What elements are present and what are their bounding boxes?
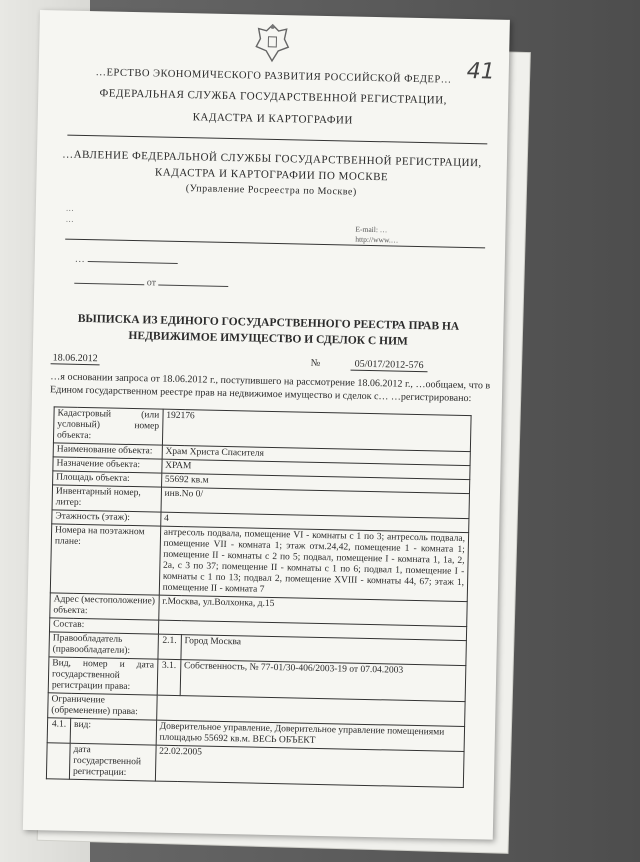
composition-label: Состав: bbox=[49, 618, 158, 634]
registration-label: Вид, номер и дата государственной регистрации права: bbox=[48, 657, 157, 695]
object-name-label: Наименование объекта: bbox=[53, 443, 162, 459]
right-holder-value: Город Москва bbox=[181, 635, 467, 666]
email-line-1: E-mail: … bbox=[355, 224, 388, 235]
inventory-number-value: инв.No 0/ bbox=[161, 487, 470, 518]
encumbrance-date-index bbox=[46, 743, 70, 779]
outgoing-date-line bbox=[74, 273, 229, 290]
inventory-number-label: Инвентарный номер, литер: bbox=[52, 485, 161, 512]
floors-label: Этажность (этаж): bbox=[52, 510, 161, 526]
floors-value: 4 bbox=[160, 512, 469, 532]
document-date-row bbox=[51, 352, 491, 372]
intro-paragraph: …я основании запроса от 18.06.2012 г., поступившего на рассмотрение 18.06.2012 г., …ообщаем, что в Едином государственном реестре прав на недвижимое имущество и сделок с… …регистрировано: bbox=[49, 371, 491, 405]
right-holder-label: Правообладатель (правообладатели): bbox=[49, 632, 158, 659]
page-number: 41 bbox=[466, 58, 496, 85]
object-area-value: 55692 кв.м bbox=[161, 473, 470, 493]
registration-value: Собственность, № 77-01/30-406/2003-19 от 07.04.2003 bbox=[180, 660, 466, 702]
contact-email bbox=[355, 225, 398, 246]
ministry-name: …ЕРСТВО ЭКОНОМИЧЕСКОГО РАЗВИТИЯ РОССИЙСКОЙ ФЕДЕР… bbox=[95, 67, 452, 86]
address-line-2: … bbox=[65, 214, 74, 224]
object-address-value: г.Москва, ул.Волхонка, д.15 bbox=[158, 595, 467, 626]
registration-index: 3.1. bbox=[157, 659, 181, 695]
email-line-2: http://www.… bbox=[355, 234, 399, 245]
header-divider bbox=[67, 135, 487, 145]
department-name-line2: КАДАСТРА И КАРТОГРАФИИ ПО МОСКВЕ bbox=[154, 166, 389, 184]
document-number: 05/017/2012-576 bbox=[351, 359, 428, 373]
property-info-table bbox=[46, 406, 472, 788]
document-page bbox=[23, 10, 510, 840]
coat-of-arms-icon bbox=[252, 20, 293, 65]
object-name-value: Храм Христа Спасителя bbox=[162, 445, 471, 465]
department-name-line1: …АВЛЕНИЕ ФЕДЕРАЛЬНОЙ СЛУЖБЫ ГОСУДАРСТВЕННОЙ РЕГИСТРАЦИИ, bbox=[62, 148, 482, 170]
object-purpose-label: Назначение объекта: bbox=[53, 457, 162, 473]
encumbrance-type-label: вид: bbox=[70, 718, 156, 745]
object-address-label: Адрес (местоположение) объекта: bbox=[50, 593, 159, 620]
agency-name-line1: ФЕДЕРАЛЬНАЯ СЛУЖБА ГОСУДАРСТВЕННОЙ РЕГИСТРАЦИИ, bbox=[99, 87, 448, 107]
right-holder-index: 2.1. bbox=[158, 634, 182, 659]
floor-plan-numbers-label: Номера на поэтажном плане: bbox=[50, 524, 160, 595]
table-row bbox=[46, 743, 464, 788]
document-title-line2: НЕДВИЖИМОЕ ИМУЩЕСТВО И СДЕЛОК С НИМ bbox=[128, 329, 408, 348]
table-row bbox=[50, 524, 468, 602]
cadastral-number-label: Кадастровый (или условный) номер объекта: bbox=[53, 407, 162, 445]
encumbrance-type-value: Доверительное управление, Доверительное управление помещениями площадью 55692 кв.м. ВЕСЬ ОБЪЕКТ bbox=[156, 720, 465, 751]
document-number-label: № bbox=[310, 357, 321, 369]
floor-plan-numbers-value: антресоль подвала, помещение VI - комнаты с 1 по 3; антресоль подвала, помещение VII - комната 1; этаж отм.24,42, помещение 1 - комната 1; помещение II - комнаты с 2 по 5; подвал, помещение I - комната 1, 1а, 2, 2а, с 3 по 37; помещение II - комнаты с 1 по 6; подвал 1, помещение I - комнаты с 1 по 13; подвал 2, помещение XVIII - комнаты 44, 67; этаж 1, помещение II - комната 7 bbox=[159, 526, 469, 601]
agency-name-line2: КАДАСТРА И КАРТОГРАФИИ bbox=[192, 111, 354, 127]
encumbrance-index: 4.1. bbox=[47, 718, 71, 743]
object-purpose-value: ХРАМ bbox=[162, 459, 471, 479]
postal-address bbox=[66, 203, 74, 225]
outgoing-number-label: … bbox=[74, 253, 85, 265]
encumbrance-date-value: 22.02.2005 bbox=[155, 745, 464, 787]
encumbrance-date-label: дата государственной регистрации: bbox=[69, 743, 155, 781]
department-short-name: (Управление Росреестра по Москве) bbox=[185, 183, 357, 198]
document-date: 18.06.2012 bbox=[51, 352, 100, 365]
address-divider bbox=[65, 239, 485, 249]
address-line-1: … bbox=[65, 203, 74, 213]
object-area-label: Площадь объекта: bbox=[53, 471, 162, 487]
cadastral-number-value: 192176 bbox=[162, 409, 471, 451]
encumbrance-label: Ограничение (обременение) права: bbox=[48, 693, 157, 720]
outgoing-number-line bbox=[75, 251, 178, 267]
document-title-line1: ВЫПИСКА ИЗ ЕДИНОГО ГОСУДАРСТВЕННОГО РЕЕСТРА ПРАВ НА bbox=[77, 312, 460, 333]
outgoing-date-label: от bbox=[146, 277, 157, 289]
